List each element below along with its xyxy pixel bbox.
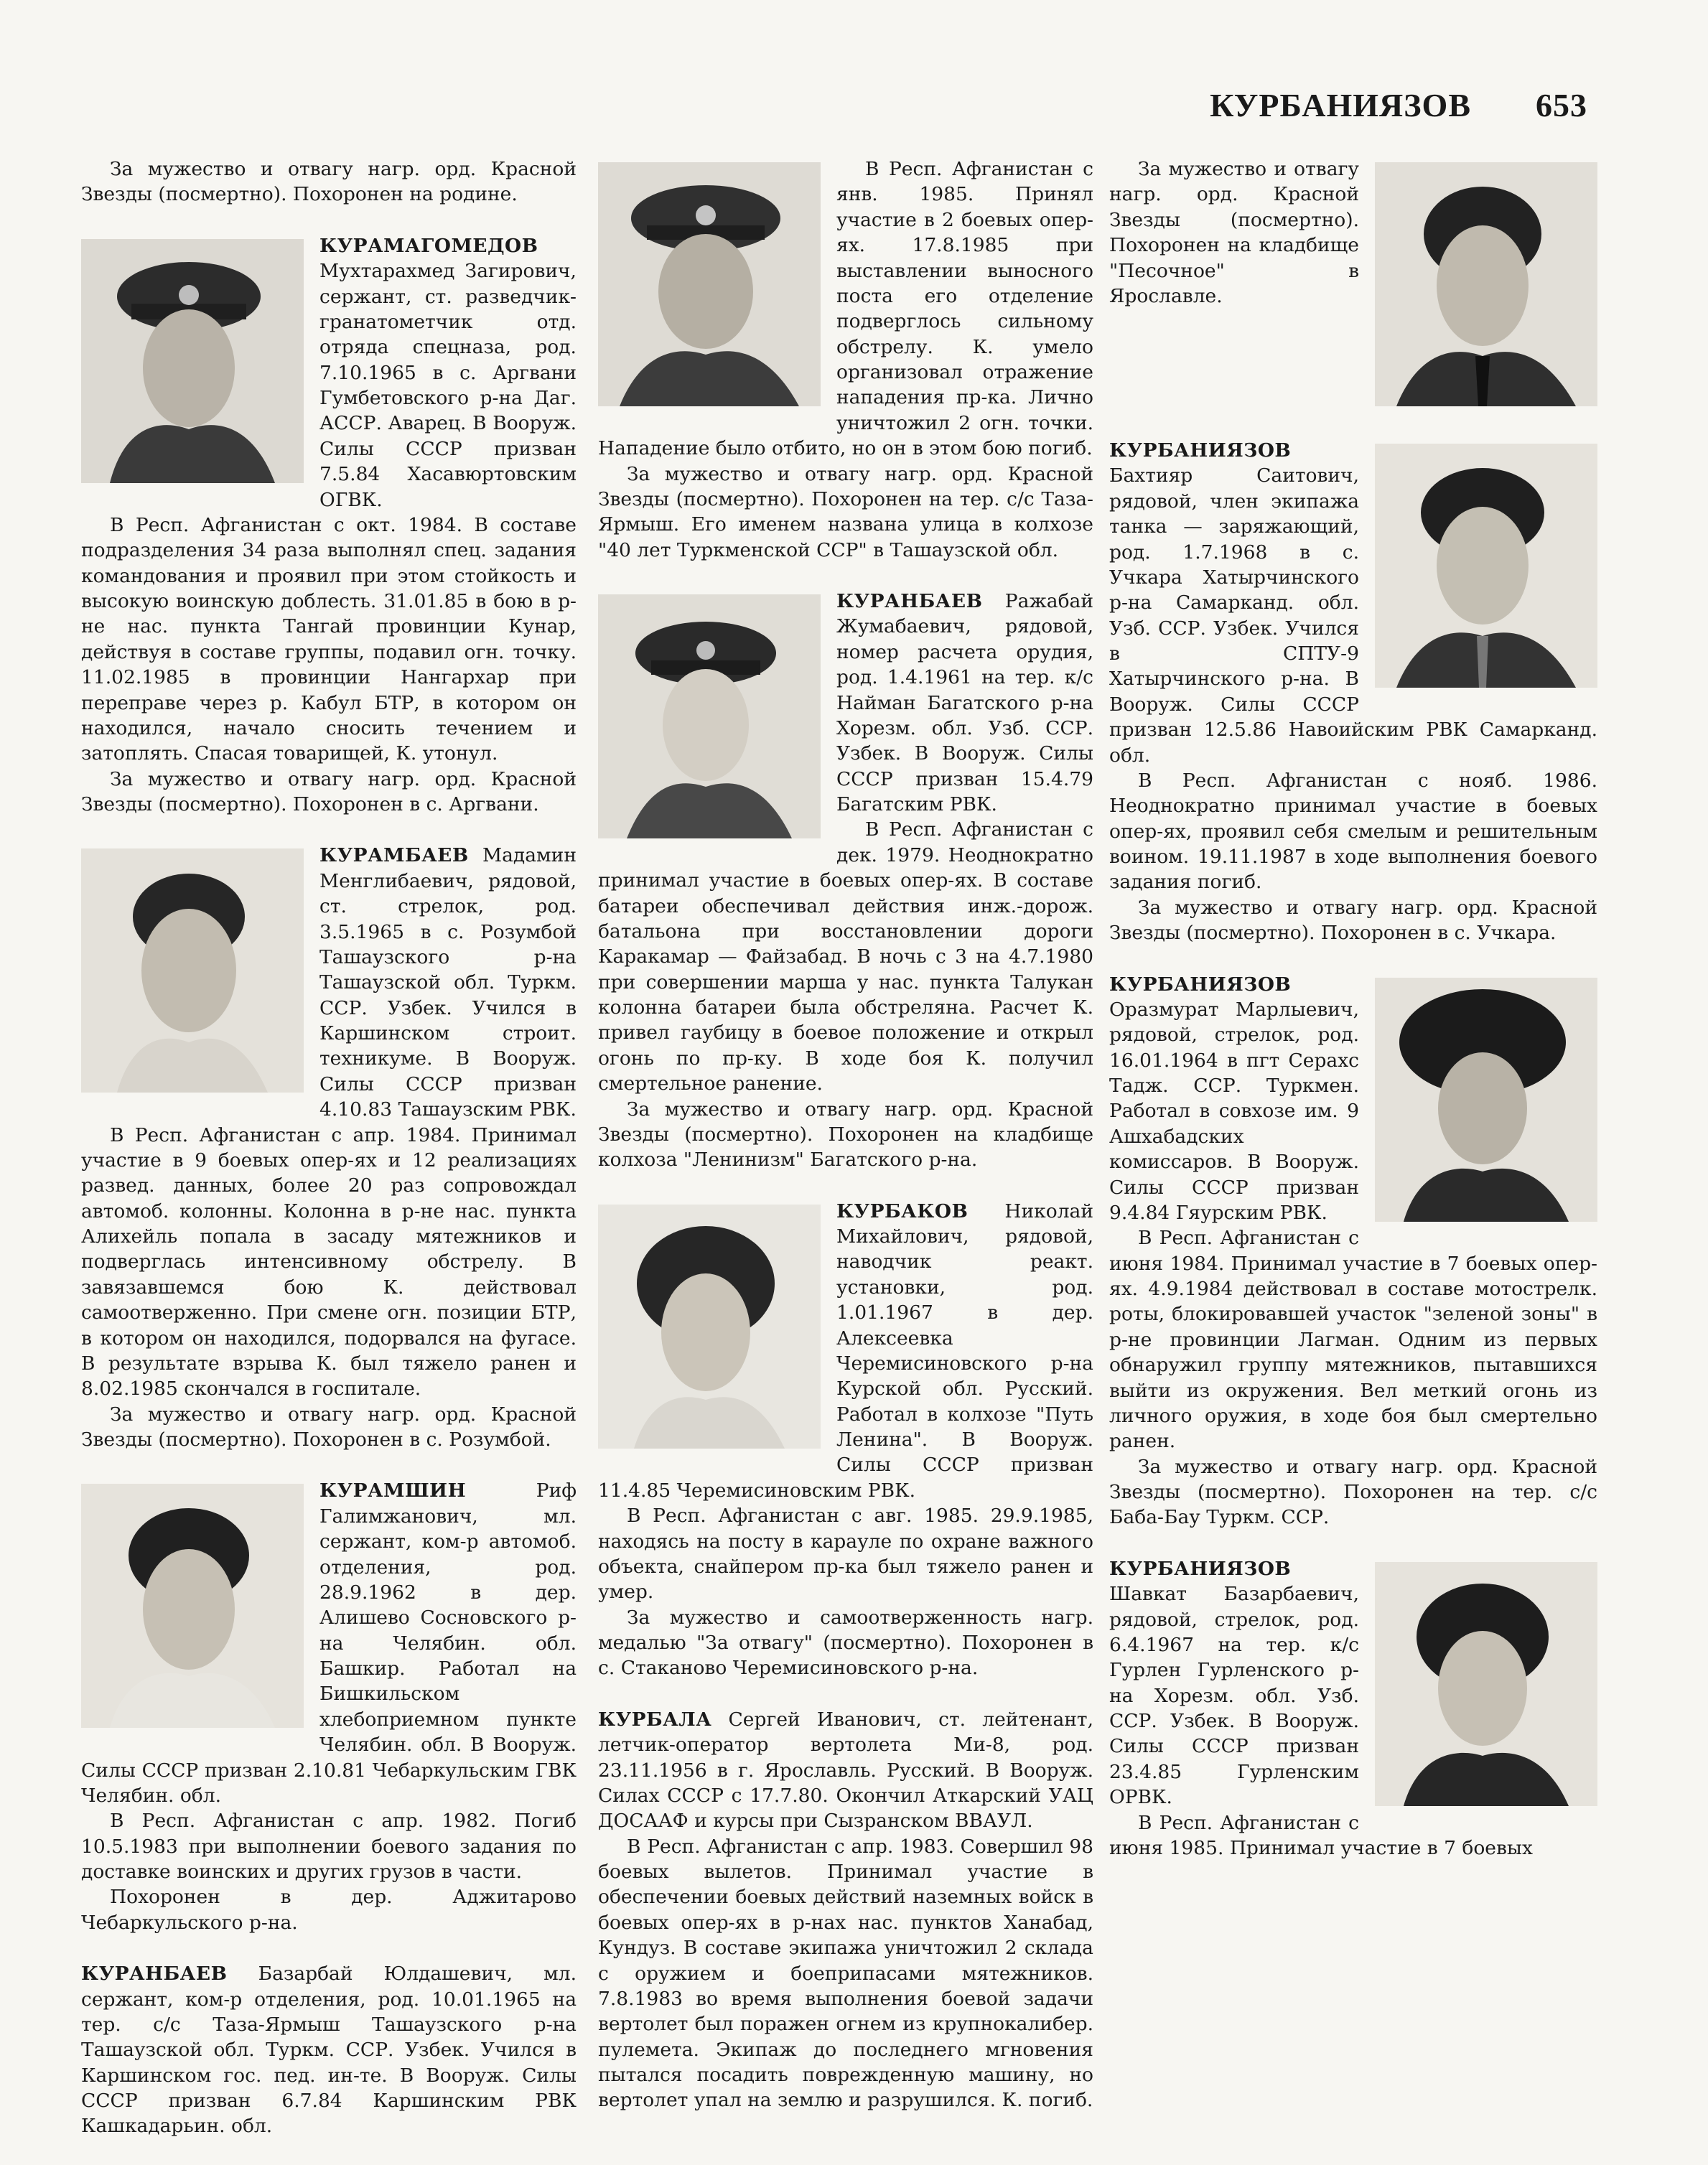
entry-surname: КУРБАНИЯЗОВ	[1109, 973, 1292, 996]
portrait-cap-uniform	[598, 594, 821, 838]
entry-paragraph: В Респ. Афганистан с июня 1984. Принимал участие в 7 боевых опер-ях. 4.9.1984 действовал в составе мотострелк. роты, блокировавшей участок "зеленой зоны" в р-не провинции Лагман. Одним из первых обнаружил группу мятежников, пытавшихся выйти из окружения. Вел меткий огонь из личного оружия, в ходе боя был смертельно ранен.	[1109, 1227, 1597, 1453]
entry-paragraph: В Респ. Афганистан с апр. 1984. Принимал участие в 9 боевых опер-ях и 12 реализациях развед. данных, более 20 раз сопровождал автомоб. колонны. Колонна в р-не нас. пункта Алихейль попала в засаду мятежников и подверглась интенсивному обстрелу. В завязавшемся бою К. действовал самоотверженно. При смене огн. позиции БТР, в котором он находился, подорвался на фугасе. В результате взрыва К. был тяжело ранен и 8.02.1985 скончался в госпитале.	[81, 1123, 577, 1401]
portrait-cap-uniform	[598, 162, 821, 406]
column-right	[1109, 156, 1597, 1886]
entry-surname: КУРАНБАЕВ	[836, 590, 983, 612]
portrait-cap-uniform	[81, 239, 304, 483]
entry-paragraph: В Респ. Афганистан с апр. 1983. Совершил 98 боевых вылетов. Принимал участие в обеспечении боевых действий наземных войск в боевых опер-ях в р-нах нас. пунктов Ханабад, Кундуз. В составе экипажа уничтожил 2 склада с оружием и боеприпасами мятежников. 7.8.1983 во время выполнения боевой задачи вертолет был поражен огнем из крупнокалибер. пулемета. Экипаж до последнего мгновения пытался посадить поврежденную машину, но вертолет упал на землю и разрушился. К. погиб.	[598, 1835, 1093, 2112]
entry-surname: КУРБАКОВ	[836, 1200, 969, 1222]
entry-intro: Бахтияр Саитович, рядовой, член экипажа танка — заряжающий, род. 1.7.1968 в с. Учкара Хатырчинского р-на Самарканд. обл. Узб. ССР. Узбек. Учился в СПТУ-9 Хатырчинского р-на. В Вооруж. Силы СССР призван 12.5.86 Навоийским РВК Самарканд. обл.	[1109, 464, 1597, 767]
portrait-civilian	[1375, 1562, 1597, 1806]
entry-kuranbaev-bazarbai	[81, 1961, 577, 2139]
portrait-fur-hat	[1375, 978, 1597, 1222]
entry-paragraph: В Респ. Афганистан с янв. 1985. Принял участие в 2 боевых опер-ях. 17.8.1985 при выставлении выносного поста его отделение подверглось сильному обстрелу. К. умело организовал отражение нападения пр-ка. Лично уничтожил 2 огн. точки. Нападение было отбито, но он в этом бою погиб.	[598, 158, 1093, 460]
entry-paragraph: За мужество и отвагу нагр. орд. Красной Звезды (посмертно). Похоронен на тер. с/с Баба-Бау Туркм. ССР.	[1109, 1455, 1597, 1529]
entry-kuranbaev-razhabai	[598, 589, 1093, 1173]
portrait-photo	[1375, 1562, 1597, 1806]
entry-paragraph: В Респ. Афганистан с авг. 1985. 29.9.1985, находясь на посту в карауле по охране важного объекта, снайпером пр-ка был тяжело ранен и умер.	[598, 1505, 1093, 1604]
entry-paragraph: В Респ. Афганистан с апр. 1982. Погиб 10.5.1983 при выполнении боевого задания по доставке воинских и других грузов в части.	[81, 1810, 577, 1883]
running-head-title: КУРБАНИЯЗОВ	[1210, 87, 1471, 123]
entry-paragraph: За мужество и отвагу нагр. орд. Красной Звезды (посмертно). Похоронен на тер. с/с Таза-Ярмыш. Его именем названа улица в колхозе "40 лет Туркменской ССР" в Ташаузской обл.	[598, 462, 1093, 561]
portrait-photo	[1375, 444, 1597, 688]
portrait-photo	[598, 1205, 821, 1449]
portrait-uniform-tie	[1375, 162, 1597, 406]
entry-kurbaniyazov-shavkat	[1109, 1556, 1597, 1861]
entry-intro: Ражабай Жумабаевич, рядовой, номер расчета орудия, род. 1.4.1961 на тер. к/с Найман Багатского р-на Хорезм. обл. Узб. ССР. Узбек. В Вооруж. Силы СССР призван 15.4.79 Багатским РВК.	[836, 590, 1093, 815]
entry-kurbaniyazov-bakhtiyar	[1109, 438, 1597, 946]
entry-intro: Мадамин Менглибаевич, рядовой, ст. стрелок, род. 3.5.1965 в с. Розумбой Ташаузского р-на Ташаузской обл. Туркм. ССР. Узбек. Учился в Каршинском строит. техникуме. В Вооруж. Силы СССР призван 4.10.83 Ташаузским РВК.	[319, 844, 577, 1121]
entry-paragraph: В Респ. Афганистан с июня 1985. Принимал участие в 7 боевых	[1109, 1811, 1533, 1859]
portrait-photo	[81, 848, 304, 1093]
portrait-civilian	[81, 848, 304, 1093]
entry-surname: КУРАМБАЕВ	[319, 844, 469, 867]
entry-intro: Шавкат Базарбаевич, рядовой, стрелок, род. 6.4.1967 на тер. к/с Гурлен Гурленского р-на Хорезм. обл. Узб. ССР. Узбек. В Вооруж. Силы СССР призван 23.4.85 Гурленским ОРВК.	[1109, 1583, 1359, 1809]
entry-paragraph: За мужество и отвагу нагр. орд. Красной Звезды (посмертно). Похоронен на кладбище колхоза "Ленинизм" Багатского р-на.	[598, 1098, 1093, 1172]
entry-kuranbaev-bazarbai-cont	[598, 156, 1093, 563]
portrait-photo	[81, 1484, 304, 1728]
entry-kurambaev	[81, 843, 577, 1452]
entry-intro: Риф Галимжанович, мл. сержант, ком-р автомоб. отделения, род. 28.9.1962 в дер. Алишево Сосновского р-на Челябин. обл. Башкир. Работал на Бишкильском хлебоприемном пункте Челябин. обл. В Вооруж. Силы СССР призван 2.10.81 Чебаркульским ГВК Челябин. обл.	[81, 1479, 577, 1807]
entry-paragraph: За мужество и отвагу нагр. орд. Красной Звезды (посмертно). Похоронен в с. Розумбой.	[81, 1403, 577, 1451]
column-left	[81, 156, 577, 2165]
portrait-civilian	[598, 1205, 821, 1449]
portrait-civilian	[81, 1484, 304, 1728]
entry-surname: КУРБАНИЯЗОВ	[1109, 1557, 1292, 1580]
portrait-photo	[1375, 978, 1597, 1222]
entry-kurbala-cont	[1109, 156, 1597, 412]
entry-paragraph: В Респ. Афганистан с нояб. 1986. Неоднократно принимал участие в боевых опер-ях, проявил себя смелым и решительным воином. 19.11.1987 в ходе выполнения боевого задания погиб.	[1109, 769, 1597, 894]
portrait-photo	[598, 594, 821, 838]
entry-paragraph: Похоронен в дер. Аджитарово Чебаркульского р-на.	[81, 1886, 577, 1934]
entry-continuation	[81, 156, 577, 207]
entry-kurbakov	[598, 1199, 1093, 1681]
portrait-civilian-tie	[1375, 444, 1597, 688]
entry-paragraph: За мужество и отвагу нагр. орд. Красной Звезды (посмертно). Похоронен в с. Аргвани.	[81, 767, 577, 815]
page-number: 653	[1536, 87, 1587, 123]
entry-paragraph: За мужество и самоотверженность нагр. медалью "За отвагу" (посмертно). Похоронен в с. Стаканово Черемисиновского р-на.	[598, 1606, 1093, 1680]
entry-paragraph: В Респ. Афганистан с дек. 1979. Неоднократно принимал участие в боевых опер-ях. В составе батареи обеспечивал действия инж.-дорож. батальона при восстановлении дороги Каракамар — Файзабад. В ночь с 3 на 4.7.1980 при совершении марша у нас. пункта Талукан колонна батареи была обстреляна. Расчет К. привел гаубицу в боевое положение и открыл огонь по пр-ку. В ходе боя К. получил смертельное ранение.	[598, 818, 1093, 1095]
entry-kuramshin	[81, 1478, 577, 1935]
column-middle	[598, 156, 1093, 2139]
entry-intro: Сергей Иванович, ст. лейтенант, летчик-оператор вертолета Ми-8, род. 23.11.1956 в г. Ярославль. Русский. В Вооруж. Силах СССР с 17.7.80. Окончил Аткарский УАЦ ДОСААФ и курсы при Сызранском ВВАУЛ.	[598, 1708, 1093, 1833]
entry-paragraph: За мужество и отвагу нагр. орд. Красной Звезды (посмертно). Похоронен на родине.	[81, 158, 577, 206]
entry-intro: Базарбай Юлдашевич, мл. сержант, ком-р отделения, род. 10.01.1965 на тер. с/с Таза-Ярмыш Ташаузского р-на Ташаузской обл. Туркм. ССР. Узбек. Учился в Каршинском гос. пед. ин-те. В Вооруж. Силы СССР призван 6.7.84 Каршинским РВК Кашкадарьин. обл.	[81, 1963, 577, 2138]
entry-paragraph: В Респ. Афганистан с окт. 1984. В составе подразделения 34 раза выполнял спец. задания командования и проявил при этом стойкость и высокую воинскую доблесть. 31.01.85 в бою в р-не нас. пункта Тангай провинции Кунар, действуя в составе группы, подавил огн. точку. 11.02.1985 в провинции Нангархар при переправе через р. Кабул БТР, в котором он находился, начало сносить течением и затоплять. Спасая товарищей, К. утонул.	[81, 513, 577, 765]
entry-intro: Мухтарахмед Загирович, сержант, ст. разведчик-гранатометчик отд. отряда спецназа, род. 7.10.1965 в с. Аргвани Гумбетовского р-на Даг. АССР. Аварец. В Вооруж. Силы СССР призван 7.5.84 Хасавюртовским ОГВК.	[319, 260, 577, 511]
entry-surname: КУРБАЛА	[598, 1708, 712, 1731]
entry-kurbaniyazov-orazmurat	[1109, 972, 1597, 1530]
entry-kuramagomedov	[81, 233, 577, 818]
entry-paragraph: За мужество и отвагу нагр. орд. Красной Звезды (посмертно). Похоронен в с. Учкара.	[1109, 896, 1597, 945]
entry-surname: КУРАНБАЕВ	[81, 1963, 228, 1986]
entry-surname: КУРАМАГОМЕДОВ	[319, 234, 538, 257]
running-head	[1210, 86, 1587, 124]
entry-surname: КУРБАНИЯЗОВ	[1109, 439, 1292, 462]
entry-paragraph: За мужество и отвагу нагр. орд. Красной Звезды (посмертно). Похоронен на кладбище "Песочное" в Ярославле.	[1109, 158, 1359, 307]
portrait-photo	[598, 162, 821, 406]
portrait-photo	[1375, 162, 1597, 406]
entry-intro: Оразмурат Марлыевич, рядовой, стрелок, род. 16.01.1964 в пгт Серахс Тадж. ССР. Туркмен. Работал в совхозе им. 9 Ашхабадских комиссаров. В Вооруж. Силы СССР призван 9.4.84 Гяурским РВК.	[1109, 998, 1359, 1224]
entry-surname: КУРАМШИН	[319, 1479, 467, 1502]
entry-intro: Николай Михайлович, рядовой, наводчик реакт. установки, род. 1.01.1967 в дер. Алексеевка Черемисиновского р-на Курской обл. Русский. Работал в колхозе "Путь Ленина". В Вооруж. Силы СССР призван 11.4.85 Черемисиновским РВК.	[598, 1200, 1093, 1502]
portrait-photo	[81, 239, 304, 483]
entry-kurbala	[598, 1707, 1093, 2113]
